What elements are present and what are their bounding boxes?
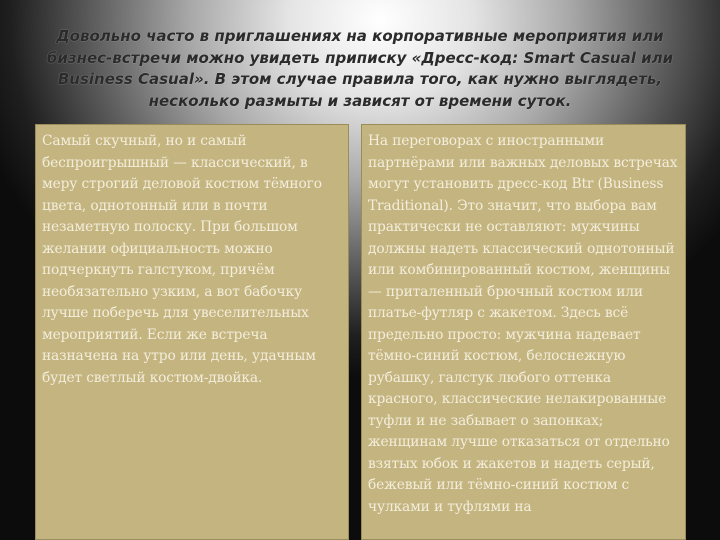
right-text-panel: [361, 124, 686, 540]
left-panel-paragraph: Самый скучный, но и самый беспроигрышный — классический, в меру строгий деловой костюм тёмного цвета, однотонный или в почти незаметную полоску. При большом желании официальность можно подчеркнуть галстуком, причём необязательно узким, а вот бабочку лучше поберечь для увеселительных мероприятий. Если же встреча назначена на утро или день, удачным будет светлый костюм-двойка.: [42, 133, 322, 386]
left-text-panel: [35, 124, 349, 540]
right-panel-paragraph: На переговорах с иностранными партнёрами или важных деловых встречах могут установить дресс-код Btr (Business Traditional). Это значит, что выбора вам практически не оставляют: мужчины должны надеть классический однотонный или комбинированный костюм, женщины — приталенный брючный костюм или платье-футляр с жакетом. Здесь всё предельно просто: мужчина надевает тёмно-синий костюм, белоснежную рубашку, галстук любого оттенка красного, классические нелакированные туфли и не забывает о запонках; женщинам лучше отказаться от отдельно взятых юбок и жакетов и надеть серый, бежевый или тёмно-синий костюм с чулками и туфлями на: [368, 133, 678, 515]
slide-heading: Довольно часто в приглашениях на корпоративные мероприятия или бизнес-встречи можно увидеть приписку «Дресс-код: Smart Casual или Business Casual». В этом случае правила того, как нужно выглядеть, несколько размыты и зависят от времени суток.: [46, 27, 674, 110]
